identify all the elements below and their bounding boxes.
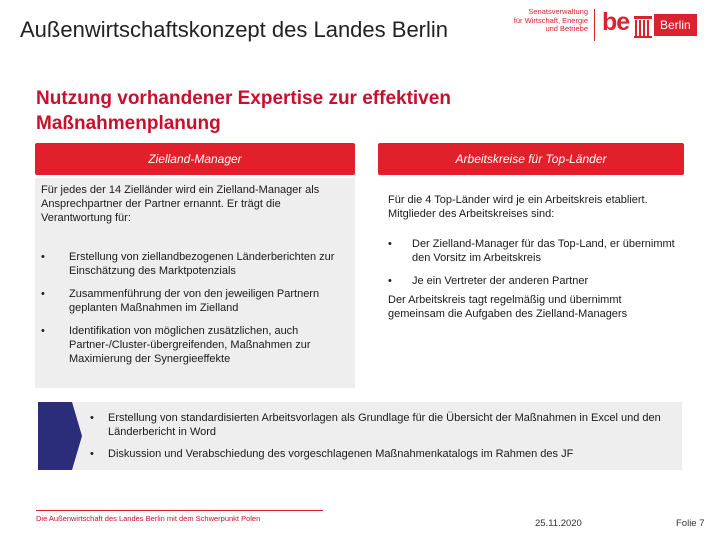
bullet-icon: • <box>388 275 392 287</box>
arbeitskreise-intro: Für die 4 Top-Länder wird je ein Arbeitskreis etabliert. Mitglieder des Arbeitskreises sind: <box>388 194 648 220</box>
logo-line-2: für Wirtschaft, Energie <box>513 15 588 25</box>
zielland-manager-panel <box>35 178 355 388</box>
list-item <box>41 250 341 278</box>
arbeitskreise-header: Arbeitskreise für Top-Länder <box>378 143 684 175</box>
list-item <box>41 324 341 366</box>
bottom-action-panel <box>38 402 682 470</box>
bullet-text: Erstellung von standardisierten Arbeitsvorlagen als Grundlage für die Übersicht der Maßnahmen in Excel und den Länderbericht in Word <box>108 412 661 438</box>
berlin-senate-logo <box>508 6 704 46</box>
logo-line-3: und Betriebe <box>545 24 588 33</box>
slide-title: Außenwirtschaftskonzept des Landes Berlin <box>20 17 449 42</box>
bullet-icon: • <box>41 288 45 300</box>
list-item <box>90 447 675 461</box>
zielland-manager-intro: Für jedes der 14 Zielländer wird ein Zielland-Manager als Ansprechpartner der Partner ernannt. Er trägt die Verantwortung für: <box>41 184 320 224</box>
list-item <box>90 411 675 439</box>
logo-divider <box>594 9 595 41</box>
logo-berlin-label: Berlin <box>654 14 697 36</box>
brandenburg-gate-icon <box>634 16 652 38</box>
bullet-icon: • <box>90 412 94 424</box>
bullet-icon: • <box>388 238 392 250</box>
list-item <box>41 287 341 315</box>
bullet-text: Identifikation von möglichen zusätzlichen, auch Partner-/Cluster-übergreifenden, Maßnahmen zur Maximierung der Synergieeffekte <box>69 325 311 365</box>
chevron-arrow-icon <box>38 402 84 470</box>
list-item <box>388 274 676 288</box>
arbeitskreise-outro: Der Arbeitskreis tagt regelmäßig und übernimmt gemeinsam die Aufgaben des Zielland-Managers <box>388 294 628 320</box>
bullet-text: Zusammenführung der von den jeweiligen Partnern geplanten Maßnahmen im Zielland <box>69 288 320 314</box>
bullet-icon: • <box>90 448 94 460</box>
slide-subtitle: Nutzung vorhandener Expertise zur effektiven Maßnahmenplanung <box>36 88 451 134</box>
zielland-manager-bullets <box>41 250 341 366</box>
bullet-icon: • <box>41 325 45 337</box>
bullet-text: Diskussion und Verabschiedung des vorgeschlagenen Maßnahmenkatalogs im Rahmen des JF <box>108 448 574 460</box>
zielland-manager-header: Zielland-Manager <box>35 143 355 175</box>
bullet-text: Je ein Vertreter der anderen Partner <box>412 275 589 287</box>
bullet-icon: • <box>41 251 45 263</box>
footer-divider <box>36 510 323 511</box>
arbeitskreise-bullets <box>388 237 676 288</box>
logo-be-mark: be <box>602 8 630 36</box>
bullet-text: Der Zielland-Manager für das Top-Land, er übernimmt den Vorsitz im Arbeitskreis <box>412 238 675 264</box>
footer-date: 25.11.2020 <box>535 518 582 529</box>
list-item <box>388 237 676 265</box>
page-number: Folie 7 <box>676 518 705 529</box>
footer-caption: Die Außenwirtschaft des Landes Berlin mit dem Schwerpunkt Polen <box>36 514 261 523</box>
bullet-text: Erstellung von ziellandbezogenen Länderberichten zur Einschätzung des Marktpotenzials <box>69 251 335 277</box>
arbeitskreise-panel <box>378 178 684 388</box>
bottom-bullets <box>90 411 675 461</box>
logo-line-1: Senatsverwaltung <box>528 7 588 16</box>
logo-department-text <box>508 8 588 34</box>
